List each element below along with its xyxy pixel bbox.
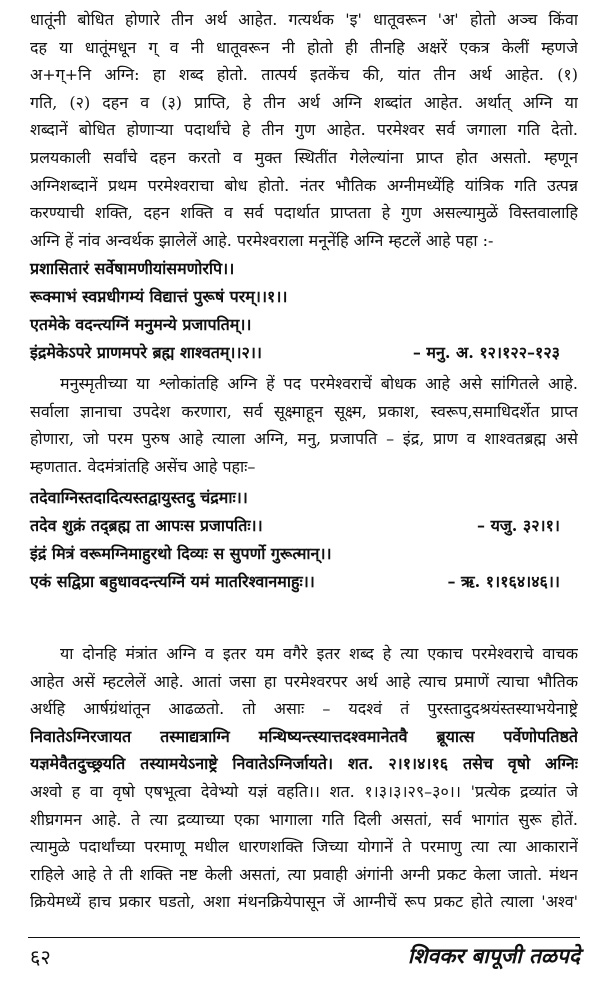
- text-line: मनुस्मृतीच्या या श्लोकांतहि अग्नि हें पद परमेश्वराचें बोधक आहे असे सांगितले आहे.: [60, 374, 578, 393]
- verse-reference: – मनु. अ. १२।१२२–१२३: [412, 343, 560, 362]
- verse-reference: [560, 311, 578, 339]
- verse-line: [30, 484, 578, 512]
- text-line: प्रलयकाली सर्वांचे दहन करतो व मुक्त स्थितींत गेलेल्यांना प्राप्त होत असतो. म्हणून: [30, 147, 578, 167]
- text-line: अर्थहि आर्षग्रंथांतून आढळतो. तो असाः – यदश्वं तं पुरस्तादुदश्रयंस्तस्याभयेनाष्ट्रे: [30, 699, 578, 719]
- text-line: अग्नि हें नांव अन्वर्थक झालेलें आहे. परमेश्वराला मनूनेंहि अग्नि म्हटलें आहे पहा :-: [30, 230, 494, 250]
- paragraph-agni-etymology: [30, 6, 578, 254]
- verse-reference: – ऋ. १।१६४।४६।।: [447, 572, 560, 591]
- page-number: ६२: [30, 944, 51, 969]
- verse-reference: [560, 484, 578, 512]
- text-line: अश्वो ह वा वृषो एषभूत्वा देवेभ्यो यज्ञं वहति।। शत. १।३।३।२९–३०।। 'प्रत्येक द्रव्यांत जे: [30, 781, 578, 801]
- text-line: म्हणतात. वेदमंत्रांतहि असेंच आहे पहाः–: [30, 456, 256, 476]
- verse-text: इंद्रमेकेऽपरे प्राणमपरे ब्रह्म शाश्वतम्।।२।।: [30, 343, 262, 362]
- paragraph-mantra-meaning: [30, 640, 578, 916]
- verse-reference: [560, 283, 578, 311]
- verse-block-manu: [30, 255, 578, 367]
- text-line: क्रियेमध्यें हाच प्रकार घडतो, अशा मंथनक्रियेपासून जें आग्नीचें रूप प्रकट होते त्याला 'अश्व': [30, 892, 578, 912]
- verse-line: [30, 255, 578, 283]
- paragraph-manusmriti: [30, 370, 578, 480]
- text-line: करण्याची शक्ति, दहन शक्ति व सर्व पदार्थात प्राप्तता हे गुण असल्यामुळें विस्तवालाहि: [30, 203, 578, 223]
- text-line: त्यामुळे पदार्थांच्या परमाणू मधील धारणशक्ति जिच्या योगानें ते परमाणु त्या त्या आकारानें: [30, 837, 578, 857]
- text-line: होणारा, जो परम पुरुष आहे त्याला अग्नि, मनु, प्रजापति – इंद्र, प्राण व शाश्वतब्रह्म असे: [30, 429, 578, 449]
- running-title: शिवकर बापूजी तळपदे: [407, 943, 580, 968]
- verse-text: तदेव शुक्रं तद्ब्रह्म ता आपःस प्रजापतिः।।: [30, 516, 263, 535]
- verse-reference: – यजु. ३२।१।: [477, 516, 560, 535]
- verse-text: एतमेके वदन्त्यग्निं मनुमन्ये प्रजापतिम्।।: [30, 315, 252, 334]
- verse-line: [30, 568, 578, 596]
- text-line: गति, (२) दहन व (३) प्राप्ति, हे तीन अर्थ अग्नि शब्दांत आहेत. अर्थात् अग्नि या: [30, 92, 578, 112]
- page-footer: [30, 942, 580, 970]
- verse-line: [30, 311, 578, 339]
- verse-text: प्रशासितारं सर्वेषामणीयांसमणोरपि।।: [30, 259, 235, 278]
- text-line: धातूंनी बोधित होणारे तीन अर्थ आहेत. गत्यर्थक 'इ' धातूवरून 'अ' होतो अञ्च किंवा: [30, 10, 578, 29]
- text-line: अ+ग्‌+नि अग्नि: हा शब्द होतो. तात्पर्य इतकेंच की, यांत तीन अर्थ आहेत. (१): [30, 65, 578, 85]
- verse-text: एकं सद्विप्रा बहुधावदन्त्यग्निं यमं मातरिश्वानमाहुः।।: [30, 572, 315, 591]
- text-line: राहिले आहे ते ती शक्ति नष्ट केली असतां, त्या प्रवाही अंगांनी अग्नी प्रकट केला जातो. मंथन: [30, 864, 578, 884]
- text-line: आहेत असें म्हटलेलें आहे. आतां जसा हा परमेश्वरपर अर्थ आहे त्याच प्रमाणें त्याचा भौतिक: [30, 671, 578, 691]
- verse-reference: [560, 540, 578, 568]
- text-line: शब्दानें बोधित होणाऱ्या पदार्थांचे हे तीन गुण आहेत. परमेश्वर सर्व जगाला गति देतो.: [30, 120, 578, 140]
- verse-text: रूक्माभं स्वप्नधीगम्यं विद्यात्तं पुरूषं परम्।।१।।: [30, 287, 288, 306]
- text-line: सर्वाला ज्ञानाचा उपदेश करणारा, सर्व सूक्ष्माहून सूक्ष्म, प्रकाश, स्वरूप,समाधिदर्शेत प्राप्त: [30, 401, 578, 421]
- text-line: निवातेऽग्निरजायत तस्माद्यत्राग्नि मन्थिष्यन्त्स्यात्तदश्वमानेतवै ब्रूयात्स पर्वेणोपतिष्ठते: [30, 726, 578, 746]
- text-line: दह या धातूंमधून ग्‌ व नी धातूवरून नी होतो ही तीनहि अक्षरें एकत्र केलीं म्हणजे: [30, 37, 578, 57]
- verse-block-veda: [30, 484, 578, 596]
- verse-text: इंद्रं मित्रं वरूमग्निमाहुरथो दिव्यः स सुपर्णो गुरूत्मान्।।: [30, 544, 332, 563]
- text-line: यज्ञमेवैतदुच्छ्रयति तस्यामयेऽनाष्ट्रे निवातेऽग्निर्जायते। शत. २।१।४।१६ तसेच वृषो अग्निः: [30, 754, 578, 774]
- footer-divider: [28, 937, 580, 938]
- verse-reference: [560, 255, 578, 283]
- verse-line: [30, 512, 578, 540]
- verse-line: [30, 540, 578, 568]
- text-line: शीघ्रगमन आहे. ते त्या द्रव्याच्या एका भागाला गति दिली असतां, सर्व भागांत सुरू होतें.: [30, 809, 578, 829]
- text-line: अग्निशब्दानें प्रथम परमेश्वराचा बोध होतो. नंतर भौतिक अग्नीमध्येंहि यांत्रिक गति उत्पन्न: [30, 175, 578, 195]
- verse-line: [30, 339, 578, 367]
- text-line: या दोनहि मंत्रांत अग्नि व इतर यम वगैरे इतर शब्द हे त्या एकाच परमेश्वराचे वाचक: [60, 644, 578, 663]
- verse-line: [30, 283, 578, 311]
- verse-text: तदेवाग्निस्तदादित्यस्तद्वायुस्तदु चंद्रमाः।।: [30, 488, 248, 507]
